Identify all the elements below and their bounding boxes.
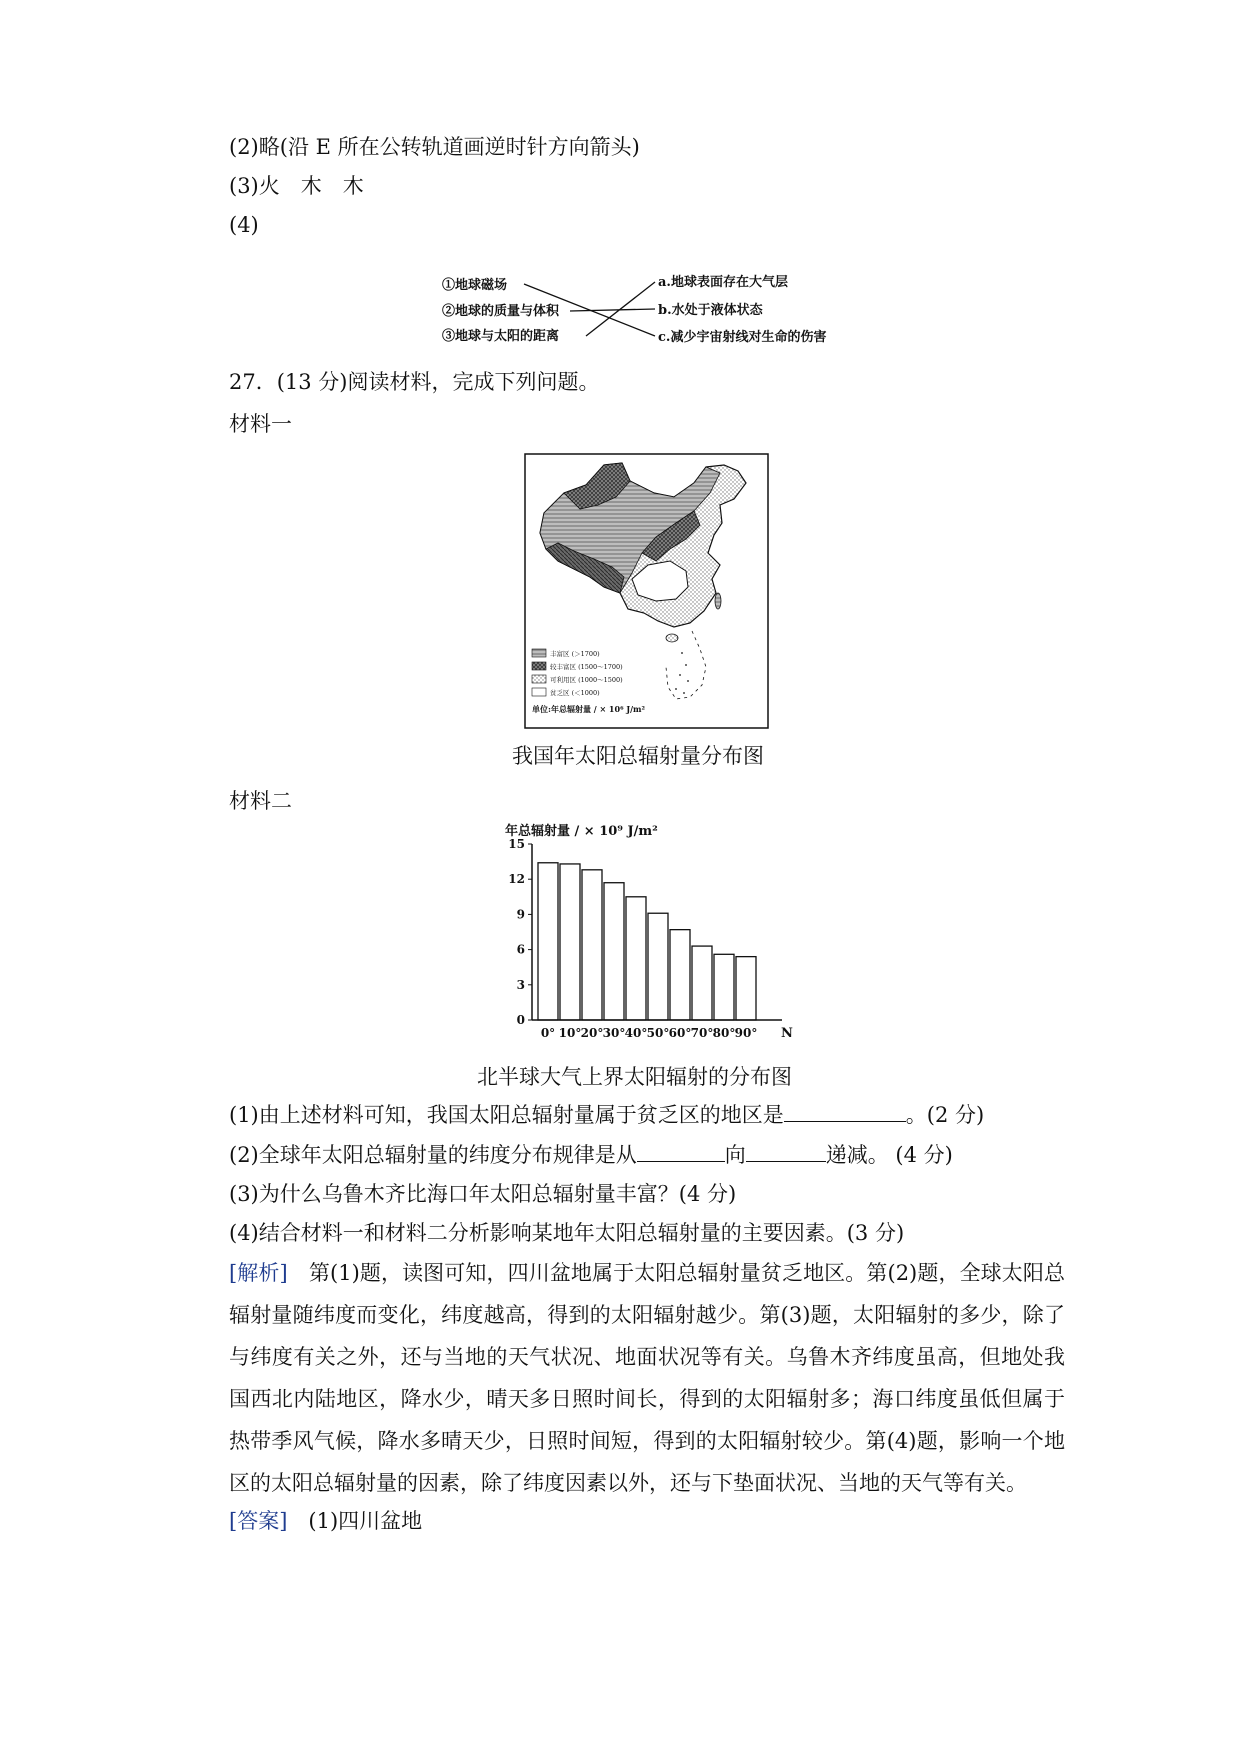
chart-bar <box>560 864 580 1020</box>
chart-y-axis-label: 年总辐射量 / × 10⁹ J/m² <box>505 824 658 839</box>
question-stem: 27．(13 分)阅读材料，完成下列问题。 <box>229 370 600 394</box>
latitude-radiation-bar-chart <box>500 820 820 1050</box>
chart-y-tick-label: 6 <box>516 942 525 957</box>
answer-line <box>229 1507 422 1535</box>
chart-x-tick-label: 10° <box>558 1026 582 1040</box>
match-right-c: c.减少宇宙射线对生命的伤害 <box>658 330 827 345</box>
question-part-2-mid: 向 <box>724 1143 746 1167</box>
map-caption: 我国年太阳总辐射量分布图 <box>512 744 764 768</box>
match-right-a: a.地球表面存在大气层 <box>658 275 788 290</box>
answer-blank-1[interactable] <box>784 1101 906 1122</box>
question-part-2-text: (2)全球年太阳总辐射量的纬度分布规律是从 <box>229 1143 637 1167</box>
legend-rich: 丰富区 (＞1700) <box>550 650 600 658</box>
chart-caption: 北半球大气上界太阳辐射的分布图 <box>477 1065 792 1089</box>
question-part-1-text: (1)由上述材料可知，我国太阳总辐射量属于贫乏区的地区是 <box>229 1103 784 1127</box>
legend-fairly-rich: 较丰富区 (1500～1700) <box>550 663 623 671</box>
material-2-label: 材料二 <box>229 789 292 813</box>
chart-y-tick-label: 3 <box>516 977 525 992</box>
question-part-3: (3)为什么乌鲁木齐比海口年太阳总辐射量丰富？(4 分) <box>229 1182 737 1206</box>
chart-bar <box>604 883 624 1020</box>
chart-x-tick-label: 60° <box>668 1026 692 1040</box>
legend-usable: 可利用区 (1000～1500) <box>550 676 623 684</box>
chart-y-tick-label: 0 <box>516 1013 525 1027</box>
match-left-1: ①地球磁场 <box>442 278 508 293</box>
chart-y-tick-label: 12 <box>508 872 525 887</box>
chart-bar <box>626 897 646 1020</box>
legend-poor: 贫乏区 (＜1000) <box>550 689 600 697</box>
answer-blank-2a[interactable] <box>637 1141 725 1162</box>
analysis-paragraph <box>229 1252 1065 1504</box>
analysis-tag: [解析] <box>229 1261 288 1285</box>
chart-x-tick-label: 40° <box>624 1026 648 1040</box>
map-unit: 单位:年总辐射量 / × 10⁶ J/m² <box>532 704 646 714</box>
answer-text: (1)四川盆地 <box>287 1509 423 1533</box>
answer-3-text: (3)火 木 木 <box>229 174 364 198</box>
chart-x-tick-label: 0° <box>540 1026 556 1040</box>
chart-x-tick-label: 80° <box>712 1026 736 1040</box>
chart-bar <box>538 863 558 1020</box>
material-1-label: 材料一 <box>229 412 292 436</box>
match-right-b: b.水处于液体状态 <box>658 303 763 318</box>
chart-x-axis-label: N <box>781 1026 793 1041</box>
analysis-text: 第(1)题，读图可知，四川盆地属于太阳总辐射量贫乏地区。第(2)题，全球太阳总辐射量随纬度而变化，纬度越高，得到的太阳辐射越少。第(3)题，太阳辐射的多少，除了与纬度有关之外，还与当地的天气状况、地面状况等有关。乌鲁木齐纬度虽高，但地处我国西北内陆地区，降水少，晴天多日照时间长，得到的太阳辐射多；海口纬度虽低但属于热带季风气候，降水多晴天少，日照时间短，得到的太阳辐射较少。第(4)题，影响一个地区的太阳总辐射量的因素，除了纬度因素以外，还与下垫面状况、当地的天气等有关。 <box>229 1261 1065 1495</box>
map-hainan <box>666 634 678 642</box>
answer-4-label: (4) <box>229 213 259 237</box>
chart-x-tick-label: 30° <box>602 1026 626 1040</box>
question-part-2 <box>229 1141 953 1169</box>
chart-x-tick-label: 20° <box>580 1026 604 1040</box>
china-radiation-map <box>524 453 769 729</box>
map-taiwan <box>715 593 721 609</box>
match-left-2: ②地球的质量与体积 <box>442 304 560 319</box>
answer-tag: [答案] <box>229 1509 288 1533</box>
chart-y-tick-label: 9 <box>516 907 525 922</box>
chart-bar <box>582 870 602 1020</box>
matching-diagram <box>440 272 860 352</box>
question-part-4: (4)结合材料一和材料二分析影响某地年太阳总辐射量的主要因素。(3 分) <box>229 1221 905 1245</box>
answer-blank-2b[interactable] <box>746 1141 826 1162</box>
question-part-1-score: 。(2 分) <box>905 1103 985 1127</box>
chart-x-tick-label: 70° <box>690 1026 714 1040</box>
chart-y-tick-label: 15 <box>508 837 525 851</box>
chart-bar <box>670 930 690 1020</box>
chart-bar <box>736 957 756 1020</box>
chart-x-tick-label: 50° <box>646 1026 670 1040</box>
answer-2-text: (2)略(沿 E 所在公转轨道画逆时针方向箭头) <box>229 135 640 159</box>
question-part-1 <box>229 1101 984 1129</box>
match-left-3: ③地球与太阳的距离 <box>442 329 560 344</box>
chart-bar <box>648 913 668 1020</box>
chart-bar <box>714 954 734 1020</box>
chart-bar <box>692 946 712 1020</box>
question-part-2-score: 递减。 (4 分) <box>825 1143 953 1167</box>
chart-x-tick-label: 90° <box>734 1026 758 1040</box>
